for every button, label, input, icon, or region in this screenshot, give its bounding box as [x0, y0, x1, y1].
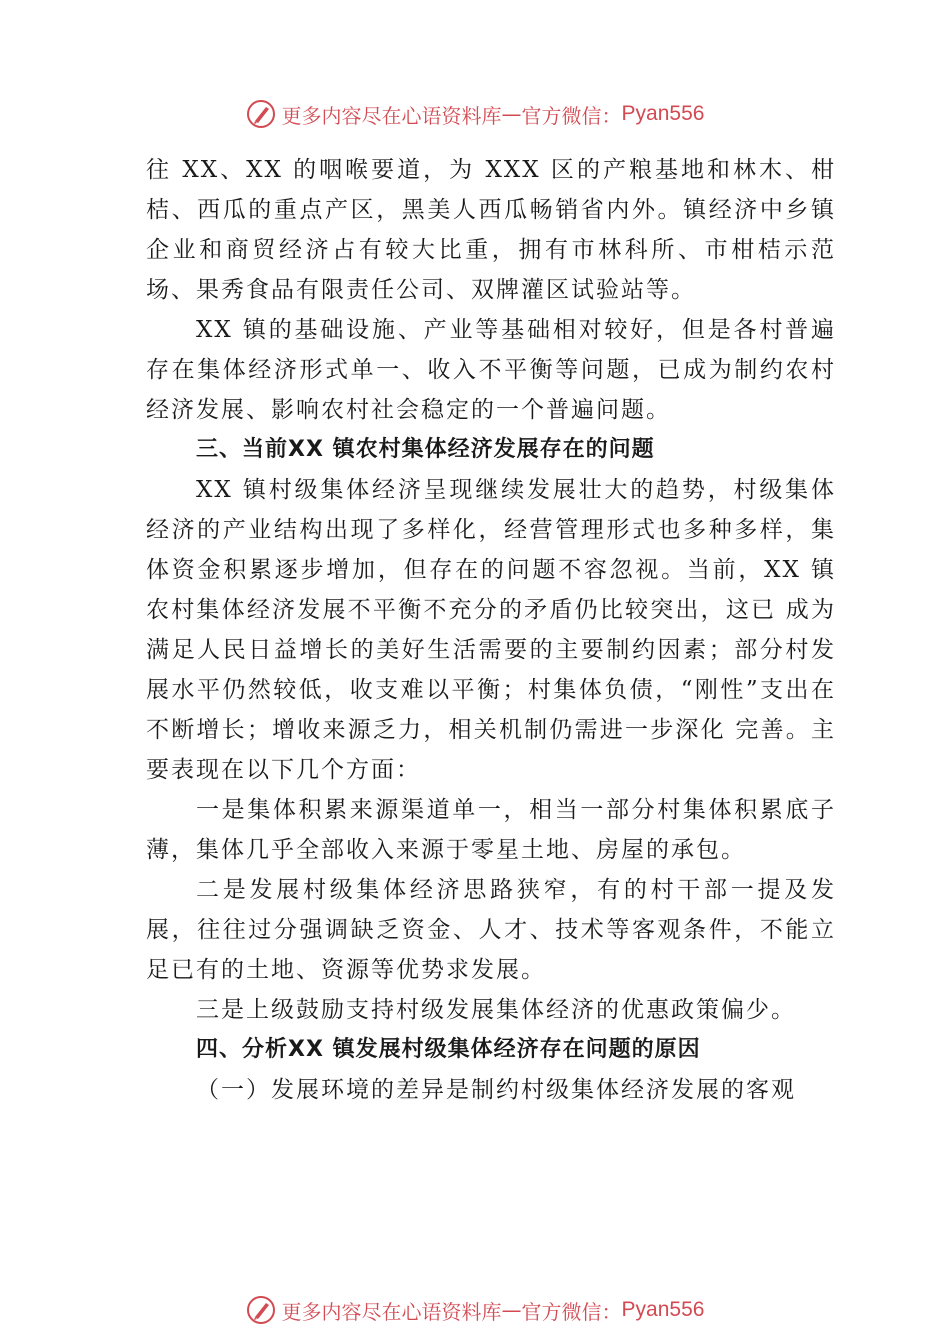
paragraph-4: 一是集体积累来源渠道单一，相当一部分村集体积累底子薄，集体几乎全部收入来源于零星土地、房屋的承包。 [146, 797, 836, 863]
header-banner [0, 94, 950, 134]
pen-logo-icon [246, 1295, 276, 1325]
paragraph-1: 往 XX、XX 的咽喉要道，为 XXX 区的产粮基地和林木、柑桔、西瓜的重点产区，黑美人西瓜畅销省内外。镇经济中乡镇企业和商贸经济占有较大比重，拥有市林科所、市柑桔示范场、果秀食品有限责任公司、双牌灌区试验站等。 [146, 157, 836, 303]
document-body [146, 150, 836, 1110]
paragraph-5: 二是发展村级集体经济思路狭窄，有的村干部一提及发展，往往过分强调缺乏资金、人才、技术等客观条件，不能立足已有的土地、资源等优势求发展。 [146, 877, 836, 983]
banner-brand: 更多内容尽在心语资料库 [281, 103, 502, 128]
section-heading-4: 四、分析XX 镇发展村级集体经济存在问题的原因 [196, 1037, 701, 1062]
footer-banner [0, 1290, 950, 1330]
banner-wechat-id: Pyan556 [621, 1298, 705, 1321]
banner-label: 官方微信： [521, 103, 622, 128]
banner-label: 官方微信： [521, 1299, 622, 1324]
paragraph-2: XX 镇的基础设施、产业等基础相对较好，但是各村普遍存在集体经济形式单一、收入不平衡等问题，已成为制约农村经济发展、影响农村社会稳定的一个普遍问题。 [146, 317, 836, 423]
paragraph-3: XX 镇村级集体经济呈现继续发展壮大的趋势，村级集体经济的产业结构出现了多样化，经营管理形式也多种多样，集体资金积累逐步增加，但存在的问题不容忽视。当前，XX 镇农村集体经济发展不平衡不充分的矛盾仍比较突出，这已 成为满足人民日益增长的美好生活需要的主要制约因素；部分村发展水平仍然较低，收支难以平衡；村集体负债，“刚性”支出在不断增长；增收来源乏力，相关机制仍需进一步深化 完善。主要表现在以下几个方面： [146, 477, 836, 783]
pen-logo-icon [246, 99, 276, 129]
banner-wechat-id: Pyan556 [621, 102, 705, 125]
paragraph-6: 三是上级鼓励支持村级发展集体经济的优惠政策偏少。 [196, 997, 796, 1023]
paragraph-7: （一）发展环境的差异是制约村级集体经济发展的客观 [196, 1077, 796, 1103]
banner-brand: 更多内容尽在心语资料库 [281, 1299, 502, 1324]
section-heading-3: 三、当前XX 镇农村集体经济发展存在的问题 [196, 437, 655, 462]
banner-dash: — [501, 1298, 522, 1322]
banner-dash: — [501, 102, 522, 126]
